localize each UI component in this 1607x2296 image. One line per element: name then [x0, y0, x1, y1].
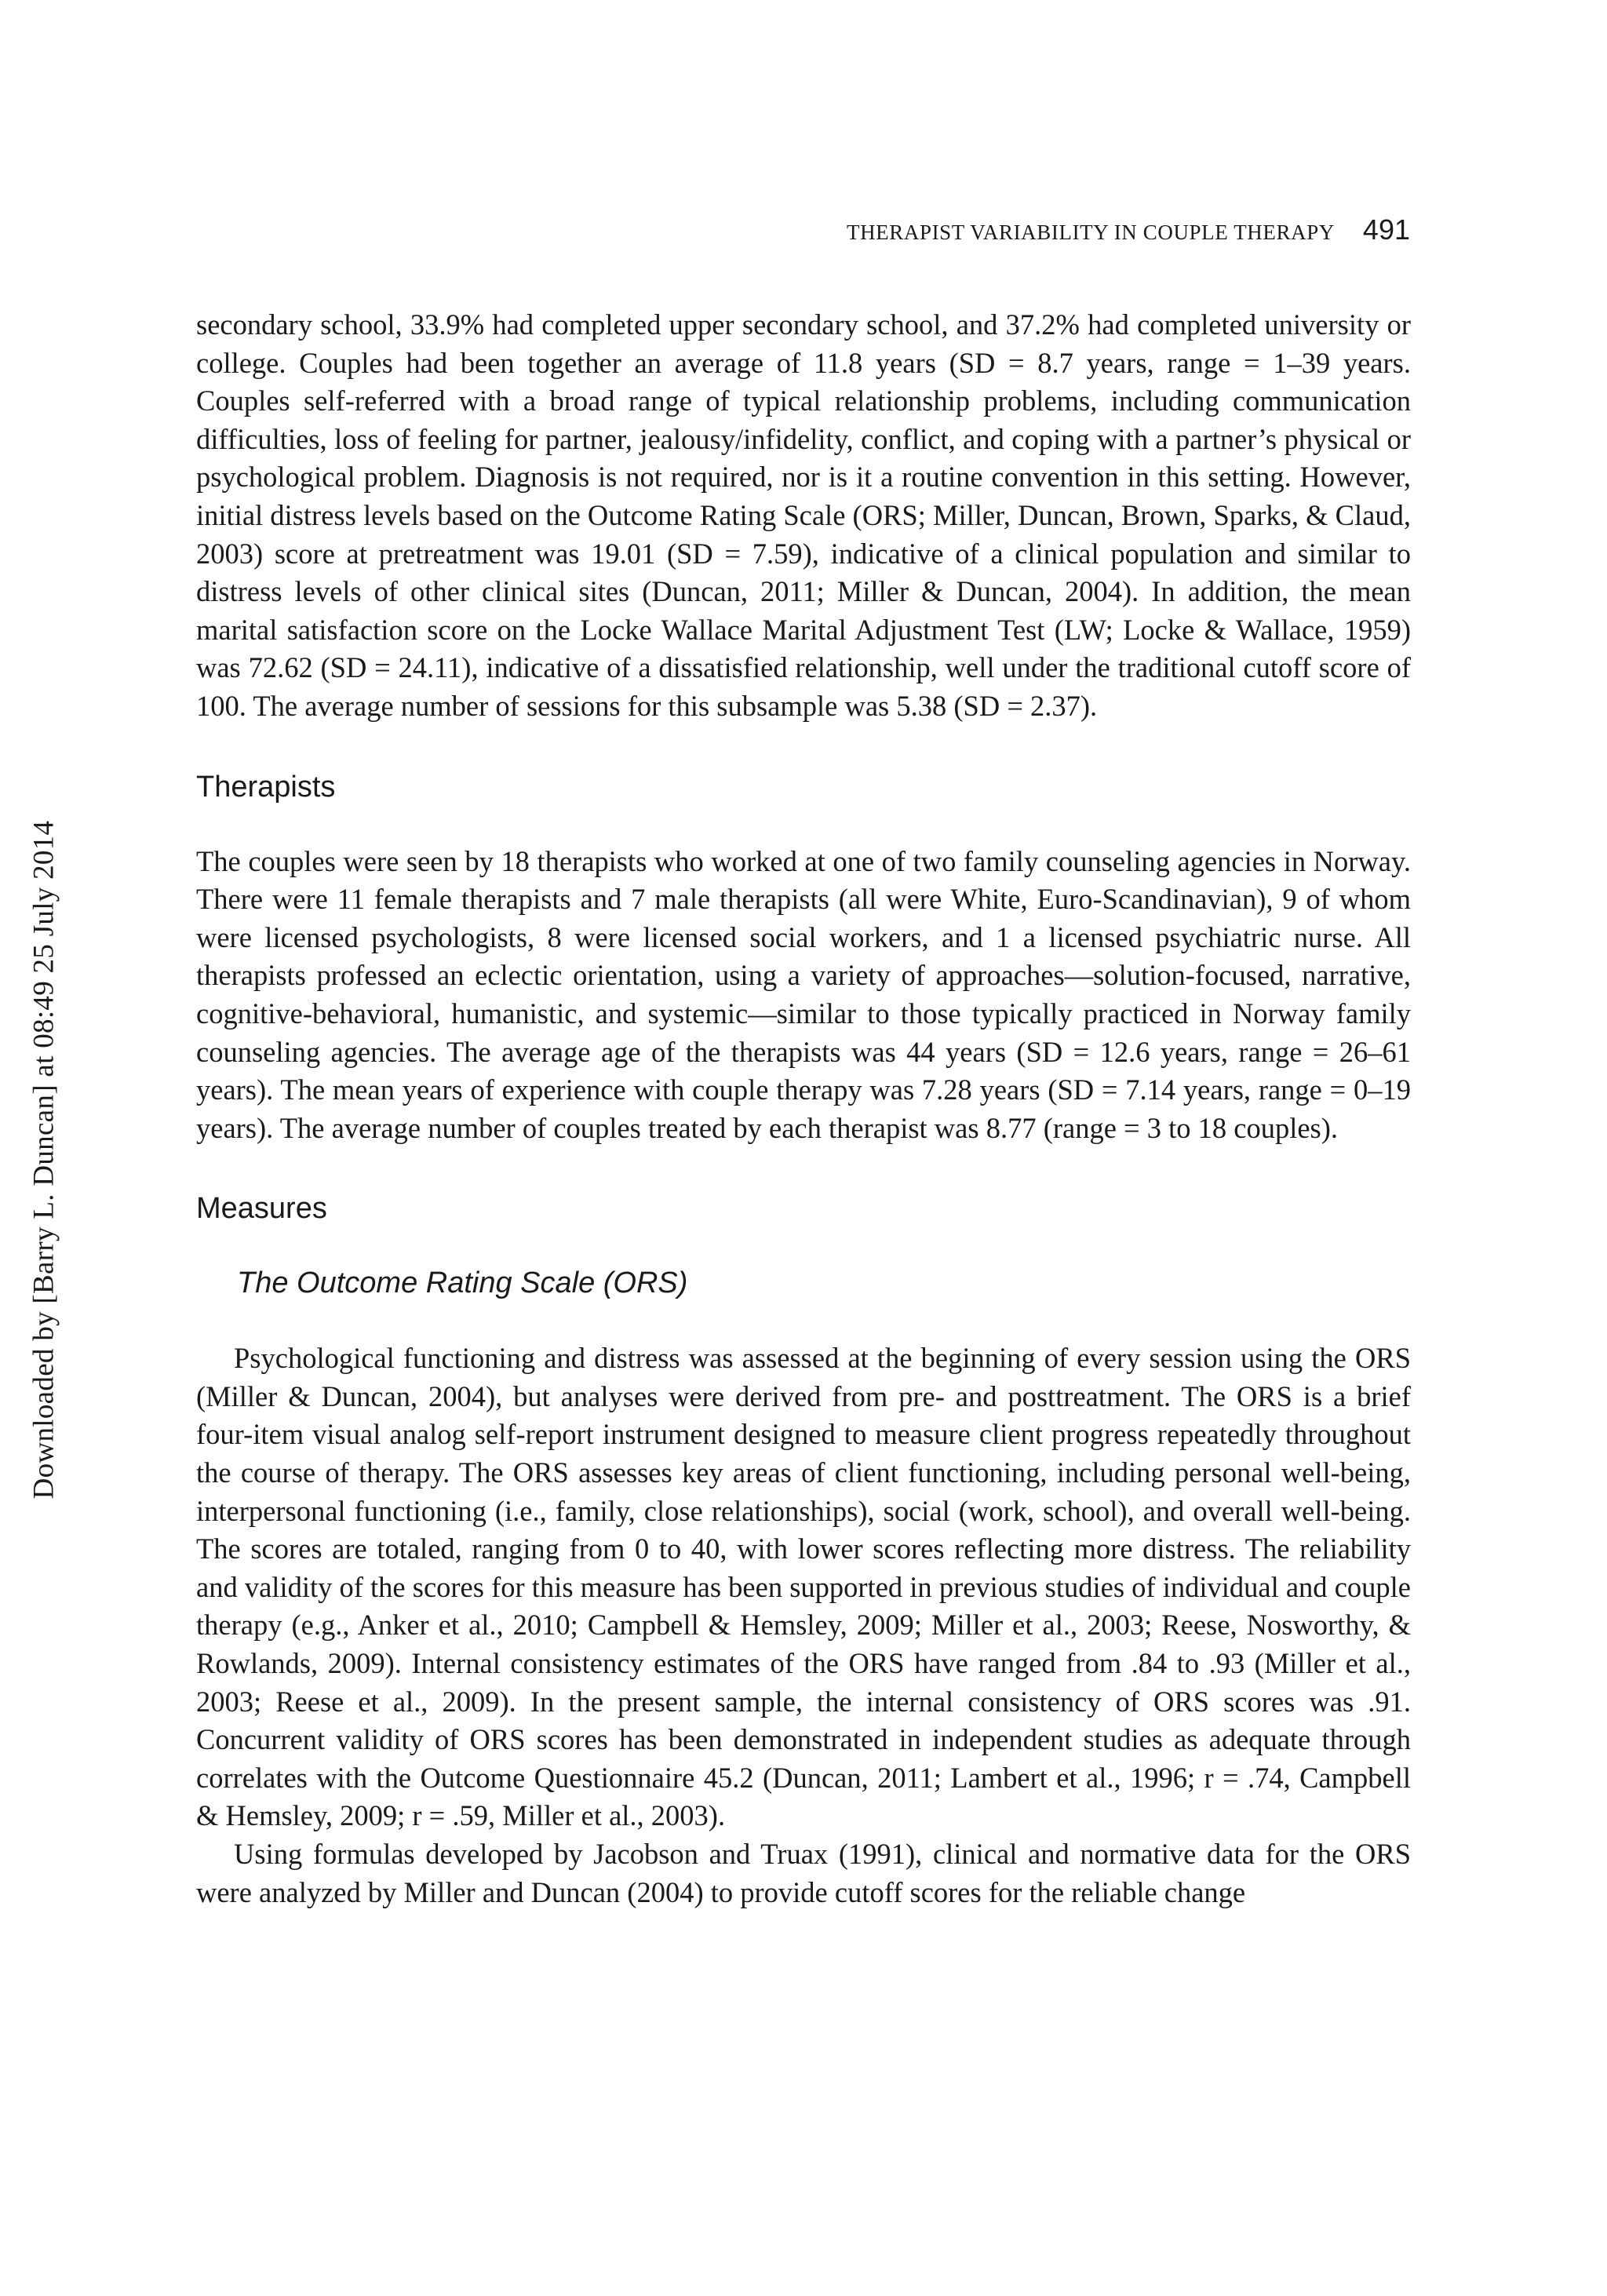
paragraph-sample-description: secondary school, 33.9% had completed upper secondary school, and 37.2% had completed university or college. Couples had been together an average of 11.8 years (SD = 8.7 years, range = 1–39 years. Couples self-referred with a broad range of typical relationship problems, including communication difficulties, loss of feeling for partner, jealousy/infidelity, conflict, and coping with a partner’s physical or psychological problem. Diagnosis is not required, nor is it a routine convention in this setting. However, initial distress levels based on the Outcome Rating Scale (ORS; Miller, Duncan, Brown, Sparks, & Claud, 2003) score at pretreatment was 19.01 (SD = 7.59), indicative of a clinical population and similar to distress levels of other clinical sites (Duncan, 2011; Miller & Duncan, 2004). In addition, the mean marital satisfaction score on the Locke Wallace Marital Adjustment Test (LW; Locke & Wallace, 1959) was 72.62 (SD = 24.11), indicative of a dissatisfied relationship, well under the traditional cutoff score of 100. The average number of sessions for this subsample was 5.38 (SD = 2.37).	[196, 308, 1411, 722]
paragraph-ors-description: Psychological functioning and distress was assessed at the beginning of every session using the ORS (Miller & Duncan, 2004), but analyses were derived from pre- and posttreatment. The ORS is a brief four-item visual analog self-report instrument designed to measure client progress repeatedly throughout the course of therapy. The ORS assesses key areas of client functioning, including personal well-being, interpersonal functioning (i.e., family, close relationships), social (work, school), and overall well-being. The scores are totaled, ranging from 0 to 40, with lower scores reflecting more distress. The reliability and validity of the scores for this measure has been supported in previous studies of individual and couple therapy (e.g., Anker et al., 2010; Campbell & Hemsley, 2009; Miller et al., 2003; Reese, Nosworthy, & Rowlands, 2009). Internal consistency estimates of the ORS have ranged from .84 to .93 (Miller et al., 2003; Reese et al., 2009). In the present sample, the internal consistency of ORS scores was .91. Concurrent validity of ORS scores has been demonstrated in independent studies as adequate through correlates with the Outcome Questionnaire 45.2 (Duncan, 2011; Lambert et al., 1996; r = .74, Campbell & Hemsley, 2009; r = .59, Miller et al., 2003).	[196, 1342, 1411, 1832]
download-watermark	[12, 787, 76, 1532]
paragraph-ors-cutoff: Using formulas developed by Jacobson and Truax (1991), clinical and normative data for the ORS were analyzed by Miller and Duncan (2004) to provide cutoff scores for the reliable change	[196, 1838, 1411, 1908]
running-head-title: THERAPIST VARIABILITY IN COUPLE THERAPY	[846, 220, 1335, 244]
running-head	[749, 213, 1410, 253]
heading-measures: Measures	[196, 1192, 327, 1226]
paragraph-therapists: The couples were seen by 18 therapists who worked at one of two family counseling agencies in Norway. There were 11 female therapists and 7 male therapists (all were White, Euro-Scandinavian), 9 of whom were licensed psychologists, 8 were licensed social workers, and 1 a licensed psychiatric nurse. All therapists professed an eclectic orientation, using a variety of approaches—solution-focused, narrative, cognitive-behavioral, humanistic, and systemic—similar to those typically practiced in Norway family counseling agencies. The average age of the therapists was 44 years (SD = 12.6 years, range = 26–61 years). The mean years of experience with couple therapy was 7.28 years (SD = 7.14 years, range = 0–19 years). The average number of couples treated by each therapist was 8.77 (range = 3 to 18 couples).	[196, 844, 1411, 1144]
subheading-ors: The Outcome Rating Scale (ORS)	[237, 1266, 688, 1300]
heading-therapists: Therapists	[196, 770, 336, 804]
download-watermark-text: Downloaded by [Barry L. Duncan] at 08:49 25 July 2014	[27, 820, 60, 1500]
page-number: 491	[1362, 213, 1410, 246]
article-body	[196, 306, 1411, 1912]
